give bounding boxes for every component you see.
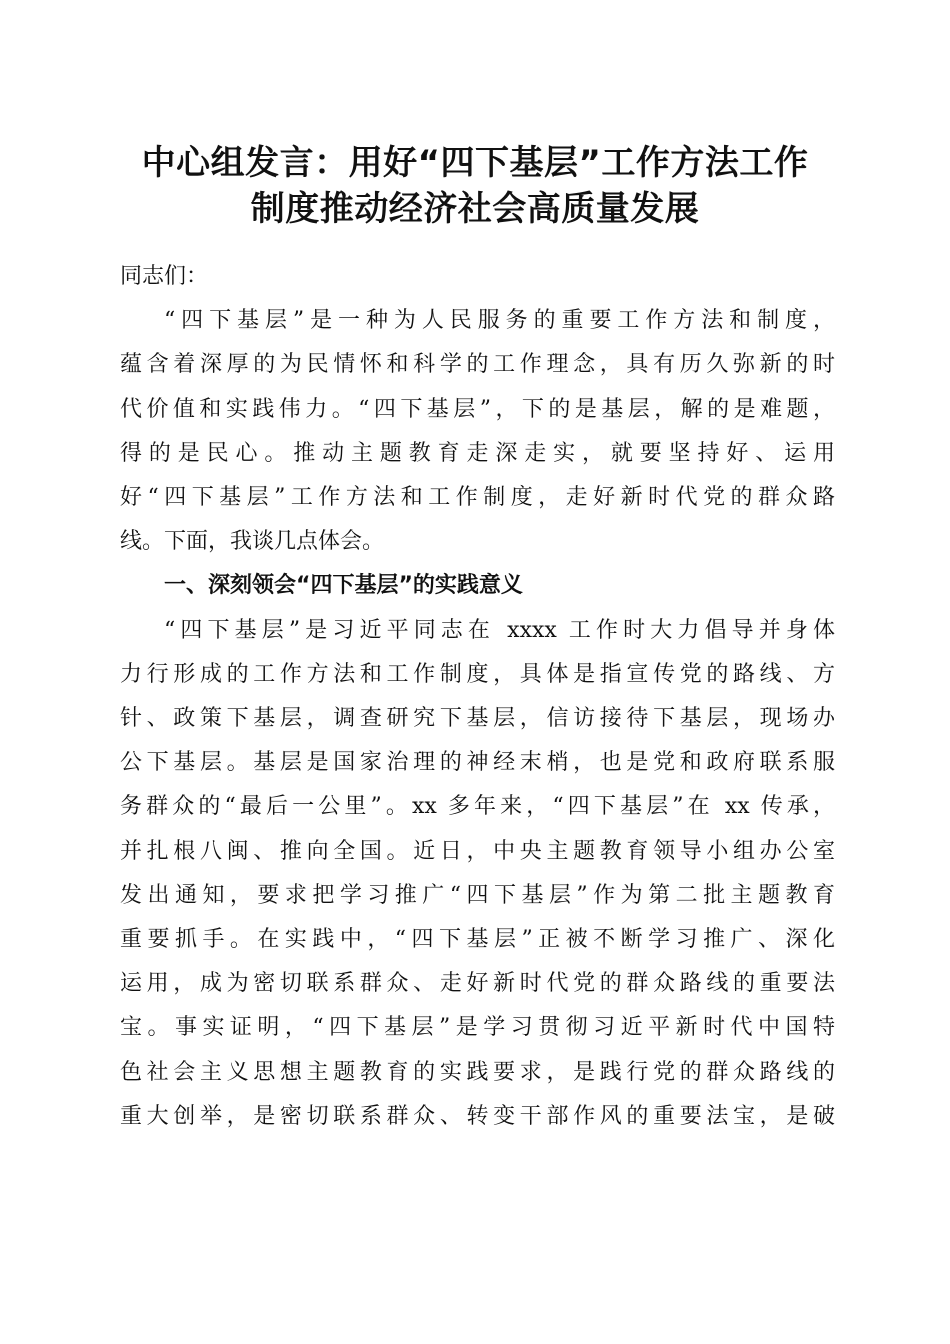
paragraph-line: 色社会主义思想主题教育的实践要求，是践行党的群众路线的 bbox=[120, 1059, 835, 1085]
title-line: 制度推动经济社会高质量发展 bbox=[250, 189, 700, 229]
paragraph-line: 重大创举，是密切联系群众、转变干部作风的重要法宝，是破 bbox=[120, 1103, 835, 1129]
paragraph-line: 重要抓手。在实践中，“四下基层”正被不断学习推广、深化 bbox=[120, 927, 835, 953]
paragraph-line: 针、政策下基层，调查研究下基层，信访接待下基层，现场办 bbox=[120, 706, 835, 732]
document-title bbox=[80, 140, 870, 232]
paragraph-line: 蕴含着深厚的为民情怀和科学的工作理念，具有历久弥新的时 bbox=[120, 352, 835, 378]
paragraph-line: 线。下面，我谈几点体会。 bbox=[120, 529, 385, 555]
paragraph-line: “四下基层”是习近平同志在 xxxx 工作时大力倡导并身体 bbox=[164, 617, 835, 643]
paragraph-line: 力行形成的工作方法和工作制度，具体是指宣传党的路线、方 bbox=[120, 661, 835, 687]
paragraph-line: 公下基层。基层是国家治理的神经末梢，也是党和政府联系服 bbox=[120, 750, 835, 776]
section-heading: 一、深刻领会“四下基层”的实践意义 bbox=[164, 573, 523, 599]
paragraph-line: 代价值和实践伟力。“四下基层”，下的是基层，解的是难题， bbox=[120, 396, 835, 422]
paragraph-line: 务群众的“最后一公里”。xx 多年来，“四下基层”在 xx 传承， bbox=[120, 794, 835, 820]
salutation: 同志们： bbox=[120, 264, 209, 289]
document-body bbox=[120, 255, 835, 1139]
paragraph-line: 宝。事实证明，“四下基层”是学习贯彻习近平新时代中国特 bbox=[120, 1015, 835, 1041]
paragraph-line: 发出通知，要求把学习推广“四下基层”作为第二批主题教育 bbox=[120, 882, 835, 908]
paragraph-line: 并扎根八闽、推向全国。近日，中央主题教育领导小组办公室 bbox=[120, 838, 835, 864]
paragraph-line: 得的是民心。推动主题教育走深走实，就要坚持好、运用 bbox=[120, 440, 835, 466]
paragraph-line: “四下基层”是一种为人民服务的重要工作方法和制度， bbox=[164, 308, 835, 334]
title-line: 中心组发言：用好“四下基层”工作方法工作 bbox=[141, 143, 809, 183]
paragraph-line: 好“四下基层”工作方法和工作制度，走好新时代党的群众路 bbox=[120, 485, 835, 511]
paragraph-line: 运用，成为密切联系群众、走好新时代党的群众路线的重要法 bbox=[120, 971, 835, 997]
